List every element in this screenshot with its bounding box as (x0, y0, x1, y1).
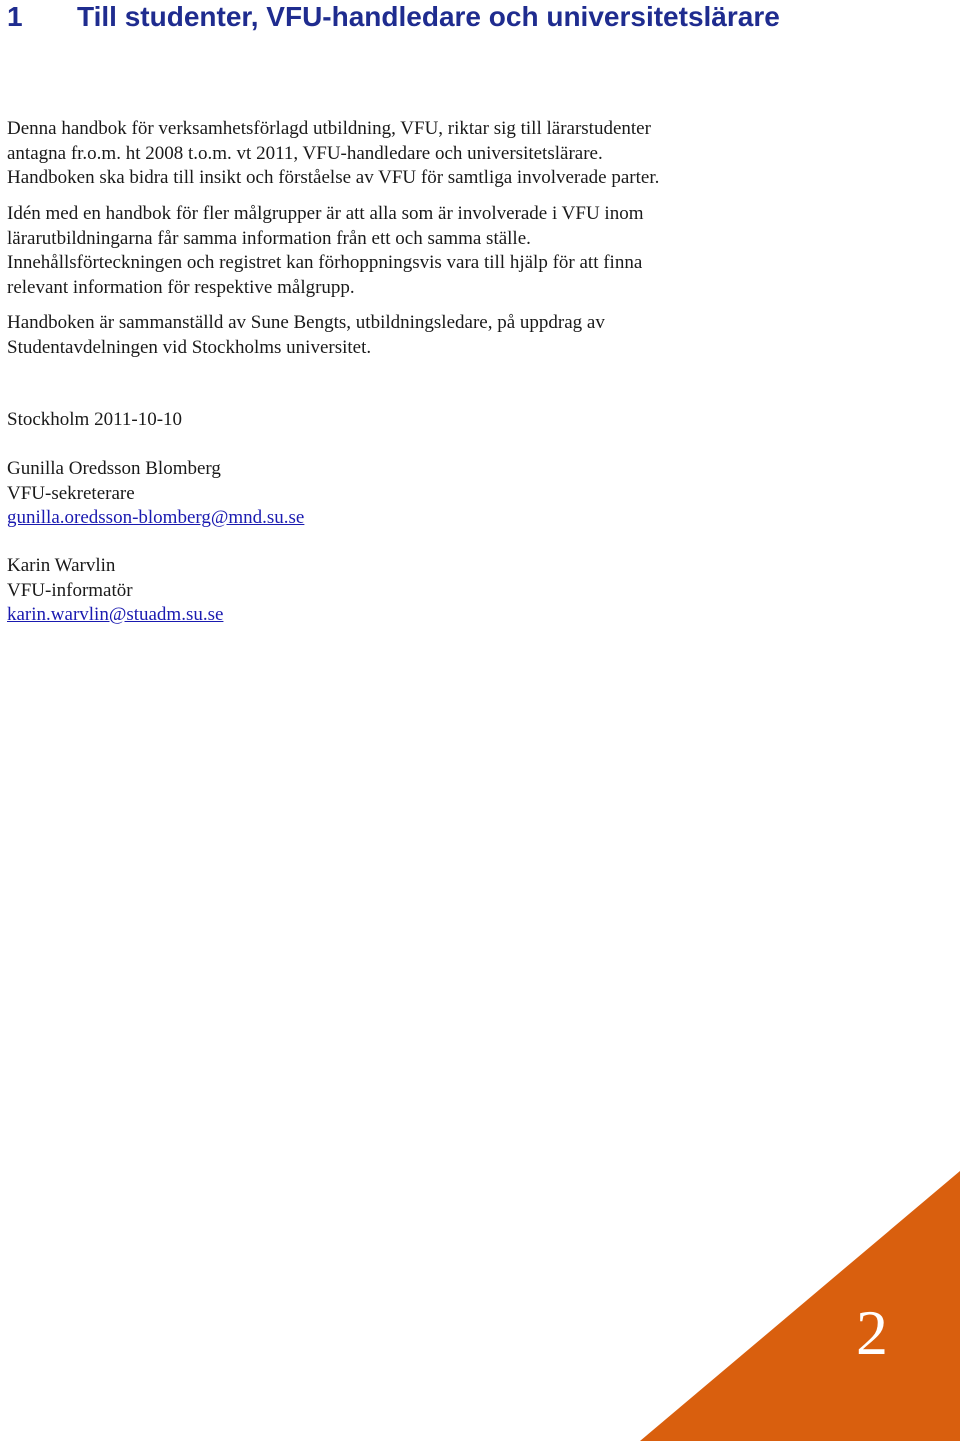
section-title: Till studenter, VFU-handledare och universitetslärare (77, 1, 780, 32)
page-number: 2 (856, 1297, 888, 1368)
compiled-line: Handboken är sammanställd av Sune Bengts, utbildningsledare, på uppdrag av (7, 312, 605, 333)
intro-paragraph (7, 117, 937, 191)
page-corner-decoration (640, 1171, 960, 1441)
intro-line: Handboken ska bidra till insikt och förståelse av VFU för samtliga involverade parter. (7, 167, 660, 188)
intro-line: antagna fr.o.m. ht 2008 t.o.m. vt 2011, VFU-handledare och universitetslärare. (7, 142, 603, 164)
corner-triangle (640, 1171, 960, 1441)
contact-role: VFU-sekreterare (7, 482, 135, 504)
contact-role: VFU-informatör (7, 579, 133, 601)
place-date-text: Stockholm 2011-10-10 (7, 409, 183, 430)
contact-block (7, 457, 937, 531)
orange-triangle (640, 1171, 960, 1441)
purpose-line: lärarutbildningarna får samma information från ett och samma ställe. (7, 227, 531, 249)
contact-block (7, 554, 937, 628)
contact-name: Karin Warvlin (7, 555, 116, 576)
compiled-line: Studentavdelningen vid Stockholms universitet. (7, 336, 372, 358)
intro-line: Denna handbok för verksamhetsförlagd utbildning, VFU, riktar sig till lärarstudenter (7, 118, 651, 139)
purpose-paragraph (7, 202, 937, 300)
purpose-line: Idén med en handbok för fler målgrupper är att alla som är involverade i VFU inom (7, 203, 644, 224)
purpose-line: Innehållsförteckningen och registret kan förhoppningsvis vara till hjälp för att finna (7, 252, 643, 273)
contact-name: Gunilla Oredsson Blomberg (7, 458, 221, 479)
purpose-line: relevant information för respektive målgrupp. (7, 276, 355, 298)
place-date (7, 408, 937, 433)
contact-email-link[interactable]: gunilla.oredsson-blomberg@mnd.su.se (7, 507, 305, 528)
compiled-by-paragraph (7, 311, 937, 360)
section-heading (7, 0, 907, 34)
contact-email-link[interactable]: karin.warvlin@stuadm.su.se (7, 604, 224, 625)
section-number: 1 (7, 1, 23, 32)
